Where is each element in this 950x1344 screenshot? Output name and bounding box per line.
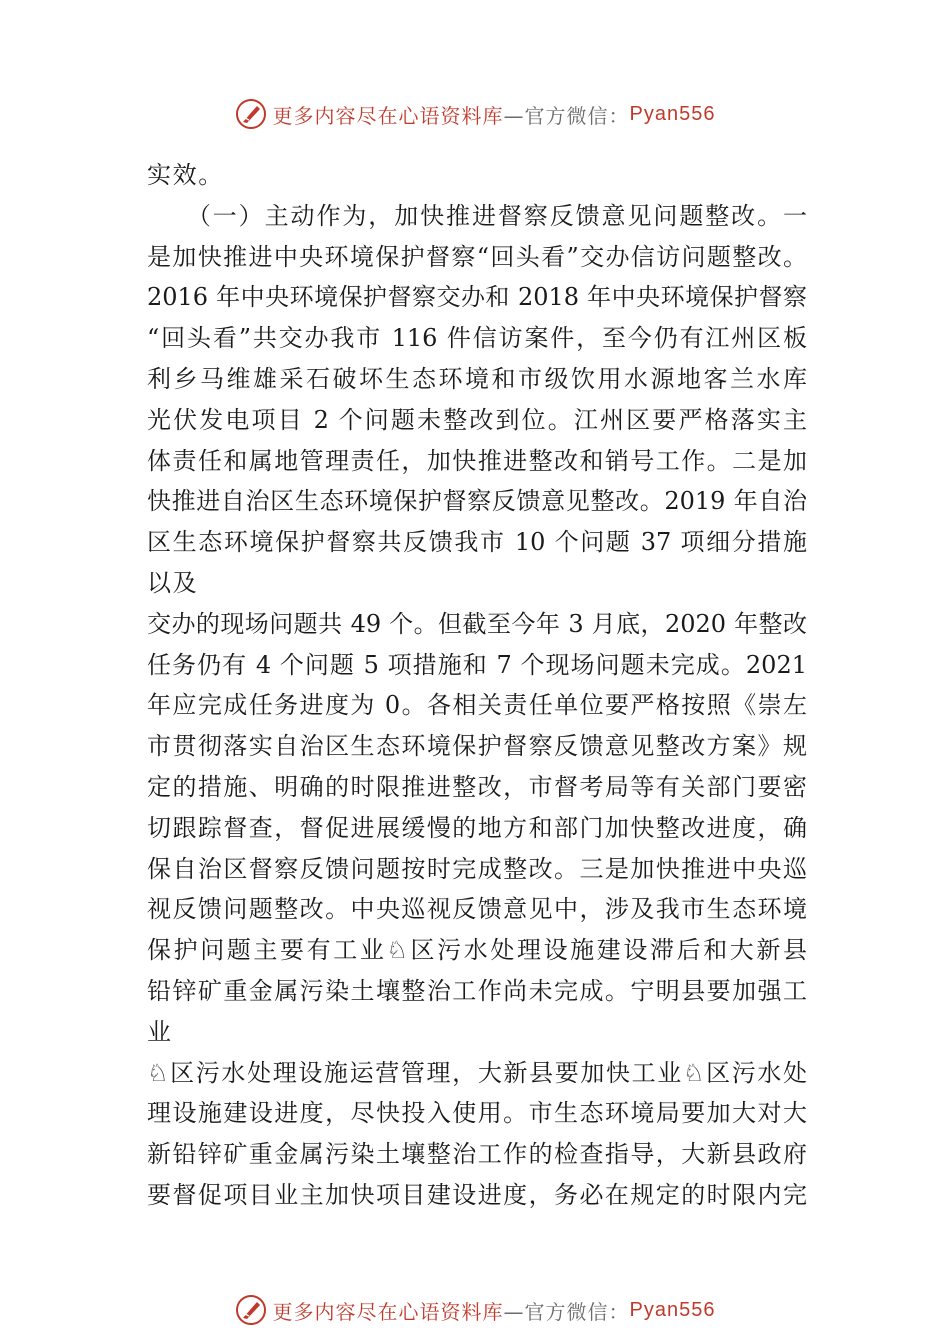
quill-logo-icon — [235, 98, 267, 130]
body-text-line: 保护问题主要有工业♘区污水处理设施建设滞后和大新县 — [147, 936, 807, 965]
quill-logo-icon — [235, 1294, 267, 1326]
body-text-line: ♘区污水处理设施运营管理，大新县要加快工业♘区污水处 — [147, 1058, 807, 1087]
header-banner-label: —官方微信： — [503, 103, 630, 128]
body-text-line: 业 — [147, 1017, 173, 1046]
body-text-line: 定的措施、明确的时限推进整改，市督考局等有关部门要密 — [147, 772, 807, 801]
footer-banner-label: —官方微信： — [503, 1299, 630, 1324]
body-text-line: 切跟踪督查，督促进展缓慢的地方和部门加快整改进度，确 — [147, 813, 807, 842]
body-text-line: 年应完成任务进度为 0。各相关责任单位要严格按照《崇左 — [147, 691, 807, 720]
footer-banner-title: 更多内容尽在心语资料库 — [272, 1299, 504, 1324]
body-text-line: 利乡马维雄采石破坏生态环境和市级饮用水源地客兰水库 — [147, 364, 807, 393]
body-text-line: 新铅锌矿重金属污染土壤整治工作的检查指导，大新县政府 — [147, 1140, 807, 1169]
body-text-line: 2016 年中央环境保护督察交办和 2018 年中央环境保护督察 — [147, 283, 807, 312]
header-banner-title: 更多内容尽在心语资料库 — [272, 103, 504, 128]
body-text-line: 是加快推进中央环境保护督察“回头看”交办信访问题整改。 — [147, 242, 807, 271]
body-text-line: 区生态环境保护督察共反馈我市 10 个问题 37 项细分措施 — [147, 528, 807, 557]
body-text-line: 理设施建设进度，尽快投入使用。市生态环境局要加大对大 — [147, 1099, 807, 1128]
header-banner-wechat-id: Pyan556 — [629, 102, 716, 125]
body-text-line: 交办的现场问题共 49 个。但截至今年 3 月底，2020 年整改 — [147, 609, 807, 638]
body-text-line: 快推进自治区生态环境保护督察反馈意见整改。2019 年自治 — [147, 487, 807, 516]
body-text-line: 实效。 — [147, 161, 224, 189]
body-text-line: （一）主动作为，加快推进督察反馈意见问题整改。一 — [147, 201, 807, 230]
footer-banner — [0, 1290, 950, 1330]
body-text-line: “回头看”共交办我市 116 件信访案件，至今仍有江州区板 — [147, 324, 807, 353]
body-text-line: 要督促项目业主加快项目建设进度，务必在规定的时限内完 — [147, 1180, 807, 1209]
header-banner — [0, 94, 950, 134]
body-text-line: 任务仍有 4 个问题 5 项措施和 7 个现场问题未完成。2021 — [147, 650, 807, 679]
body-text-line: 铅锌矿重金属污染土壤整治工作尚未完成。宁明县要加强工 — [147, 976, 807, 1005]
footer-banner-wechat-id: Pyan556 — [629, 1298, 716, 1321]
body-text-line: 保自治区督察反馈问题按时完成整改。三是加快推进中央巡 — [147, 854, 807, 883]
body-text-line: 体责任和属地管理责任，加快推进整改和销号工作。二是加 — [147, 446, 807, 475]
body-text-line: 以及 — [147, 568, 199, 597]
body-text-line: 视反馈问题整改。中央巡视反馈意见中，涉及我市生态环境 — [147, 895, 807, 924]
body-text-line: 市贯彻落实自治区生态环境保护督察反馈意见整改方案》规 — [147, 732, 807, 761]
document-body — [147, 155, 807, 1216]
body-text-line: 光伏发电项目 2 个问题未整改到位。江州区要严格落实主 — [147, 405, 807, 434]
